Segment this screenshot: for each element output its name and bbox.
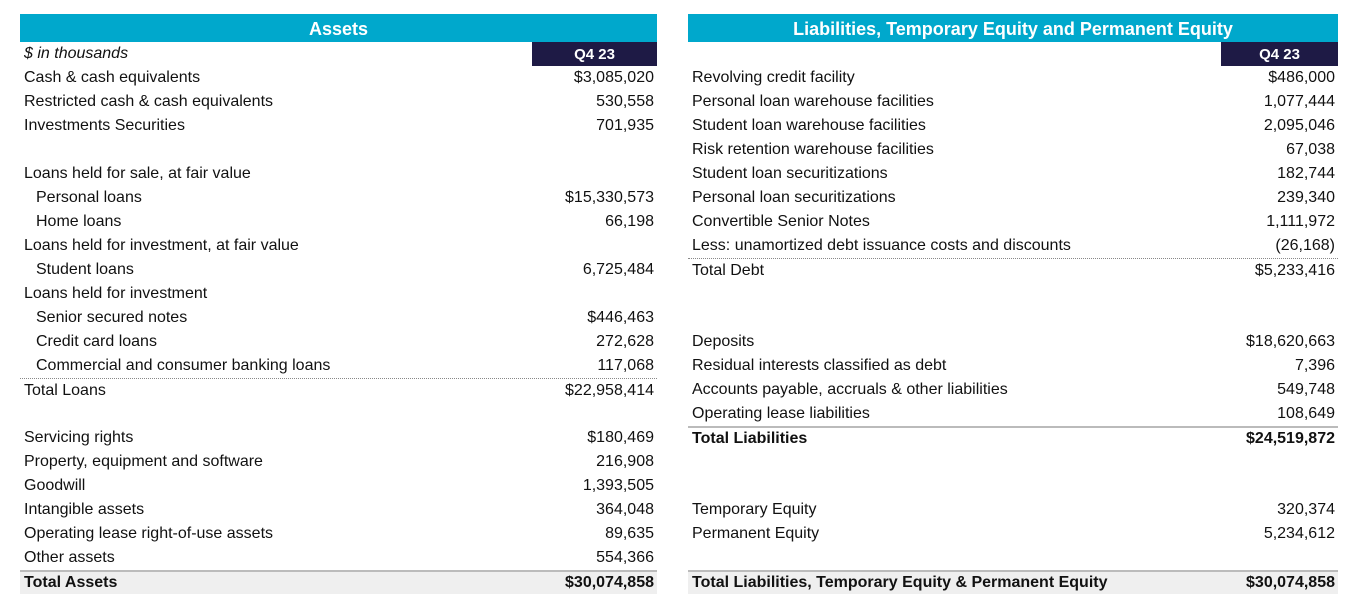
- row-value: 7,396: [1294, 357, 1335, 374]
- row-label: Senior secured notes: [36, 309, 188, 326]
- row-value: 701,935: [596, 117, 654, 134]
- row-value: $15,330,573: [565, 189, 654, 206]
- row-value: $3,085,020: [573, 69, 654, 86]
- table-row: [688, 186, 1338, 210]
- row-value: $486,000: [1268, 69, 1335, 86]
- liabilities-subheader: [688, 42, 1338, 66]
- row-label: Revolving credit facility: [692, 69, 855, 86]
- row-label: Convertible Senior Notes: [692, 213, 870, 230]
- row-value: $30,074,858: [1246, 574, 1335, 591]
- row-label: Loans held for investment: [24, 285, 208, 302]
- table-row: [20, 474, 657, 498]
- table-row: [20, 210, 657, 234]
- row-label: Less: unamortized debt issuance costs and discounts: [692, 237, 1071, 254]
- table-row: [20, 498, 657, 522]
- row-value: 1,111,972: [1266, 213, 1335, 230]
- table-row: [20, 90, 657, 114]
- spacer-row: [688, 282, 1338, 306]
- row-value: $180,469: [587, 429, 654, 446]
- row-label: Student loan warehouse facilities: [692, 117, 926, 134]
- row-value: 182,744: [1277, 165, 1335, 182]
- table-row: [688, 378, 1338, 402]
- table-row: [20, 258, 657, 282]
- table-row: [20, 426, 657, 450]
- table-row: [20, 522, 657, 546]
- row-value: 89,635: [605, 525, 654, 542]
- row-value: 1,393,505: [582, 477, 654, 494]
- assets-header: Assets: [20, 14, 657, 42]
- row-label: Home loans: [36, 213, 122, 230]
- unit-label: $ in thousands: [24, 45, 129, 62]
- table-row: [20, 306, 657, 330]
- row-value: 6,725,484: [582, 261, 654, 278]
- table-row: [20, 450, 657, 474]
- row-value: 2,095,046: [1263, 117, 1335, 134]
- row-label: Operating lease right-of-use assets: [24, 525, 274, 542]
- row-label: Other assets: [24, 549, 115, 566]
- assets-subheader: [20, 42, 657, 66]
- row-label: Student loans: [36, 261, 134, 278]
- row-value: 1,077,444: [1263, 93, 1335, 110]
- liabilities-table: [688, 14, 1338, 594]
- row-label: Total Assets: [24, 574, 118, 591]
- spacer-row: [688, 450, 1338, 474]
- row-value: $18,620,663: [1246, 333, 1335, 350]
- row-label: Goodwill: [24, 477, 86, 494]
- row-value: $22,958,414: [565, 381, 654, 399]
- table-row: [20, 546, 657, 570]
- row-label: Loans held for investment, at fair value: [24, 237, 299, 254]
- row-label: Temporary Equity: [692, 501, 817, 518]
- liabilities-header: Liabilities, Temporary Equity and Permanent Equity: [688, 14, 1338, 42]
- row-label: Credit card loans: [36, 333, 157, 350]
- row-label: Servicing rights: [24, 429, 134, 446]
- spacer-row: [688, 474, 1338, 498]
- assets-table: [20, 14, 657, 594]
- row-value: 272,628: [596, 333, 654, 350]
- table-row: [688, 354, 1338, 378]
- row-label: Operating lease liabilities: [692, 405, 870, 422]
- row-label: Personal loan securitizations: [692, 189, 896, 206]
- table-row: [20, 354, 657, 378]
- row-label: Total Liabilities: [692, 430, 808, 447]
- row-value: 364,048: [596, 501, 654, 518]
- row-value: 108,649: [1277, 405, 1335, 422]
- table-row: [20, 186, 657, 210]
- section-heading-row: [20, 234, 657, 258]
- row-value: 117,068: [597, 357, 654, 374]
- table-row: [688, 498, 1338, 522]
- row-label: Residual interests classified as debt: [692, 357, 947, 374]
- spacer-row: [20, 138, 657, 162]
- section-heading-row: [20, 282, 657, 306]
- row-value: $5,233,416: [1254, 261, 1335, 279]
- row-label: Intangible assets: [24, 501, 145, 518]
- row-label: Total Loans: [24, 381, 106, 399]
- spacer-row: [20, 402, 657, 426]
- row-label: Property, equipment and software: [24, 453, 263, 470]
- spacer-row: [688, 306, 1338, 330]
- row-label: Loans held for sale, at fair value: [24, 165, 251, 182]
- row-value: 549,748: [1277, 381, 1335, 398]
- total-liabilities-row: [688, 426, 1338, 450]
- total-loans-row: [20, 378, 657, 402]
- spacer-row: [688, 546, 1338, 570]
- row-label: Accounts payable, accruals & other liabilities: [692, 381, 1008, 398]
- row-label: Student loan securitizations: [692, 165, 888, 182]
- row-value: 530,558: [596, 93, 654, 110]
- row-label: Personal loan warehouse facilities: [692, 93, 934, 110]
- table-row: [20, 114, 657, 138]
- row-value: $30,074,858: [565, 574, 654, 591]
- table-row: [688, 234, 1338, 258]
- table-row: [688, 114, 1338, 138]
- total-liabilities-equity-row: [688, 570, 1338, 594]
- row-label: Deposits: [692, 333, 755, 350]
- table-row: [688, 138, 1338, 162]
- table-row: [688, 162, 1338, 186]
- row-label: Risk retention warehouse facilities: [692, 141, 934, 158]
- row-value: (26,168): [1275, 237, 1335, 254]
- row-value: 320,374: [1277, 501, 1335, 518]
- table-row: [688, 330, 1338, 354]
- total-debt-row: [688, 258, 1338, 282]
- table-row: [688, 66, 1338, 90]
- row-label: Commercial and consumer banking loans: [36, 357, 331, 374]
- row-value: 239,340: [1277, 189, 1335, 206]
- row-label: Cash & cash equivalents: [24, 69, 201, 86]
- row-label: Permanent Equity: [692, 525, 820, 542]
- table-row: [688, 402, 1338, 426]
- row-value: $24,519,872: [1246, 430, 1335, 447]
- table-row: [20, 330, 657, 354]
- row-value: 216,908: [596, 453, 654, 470]
- row-value: 67,038: [1286, 141, 1335, 158]
- section-heading-row: [20, 162, 657, 186]
- table-row: [20, 66, 657, 90]
- row-value: 554,366: [596, 549, 654, 566]
- period-column-header: Q4 23: [1221, 42, 1338, 66]
- total-assets-row: [20, 570, 657, 594]
- row-label: Restricted cash & cash equivalents: [24, 93, 274, 110]
- row-value: 5,234,612: [1263, 525, 1335, 542]
- row-label: Total Liabilities, Temporary Equity & Permanent Equity: [692, 574, 1108, 591]
- period-column-header: Q4 23: [532, 42, 657, 66]
- table-row: [688, 210, 1338, 234]
- row-value: $446,463: [587, 309, 654, 326]
- row-value: 66,198: [605, 213, 654, 230]
- table-row: [688, 522, 1338, 546]
- row-label: Total Debt: [692, 261, 765, 279]
- row-label: Personal loans: [36, 189, 142, 206]
- row-label: Investments Securities: [24, 117, 185, 134]
- table-row: [688, 90, 1338, 114]
